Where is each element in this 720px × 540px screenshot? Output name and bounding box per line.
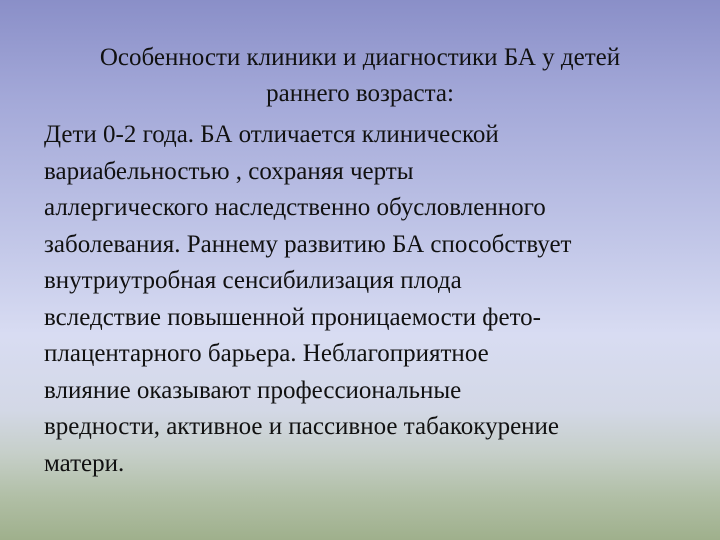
body-line: матери. [44,449,125,477]
body-line: вариабельностью , сохраняя черты [44,157,414,185]
slide-title-line: раннего возраста: [266,80,454,107]
body-line: вредности, активное и пассивное табакокурение [44,413,560,440]
body-line: внутриутробная сенсибилизация плода [44,267,462,294]
body-line: влияние оказывают профессиональные [44,376,462,404]
body-line: Дети 0-2 года. БА отличается клинической [44,121,499,148]
body-line: аллергического наследственно обусловленного [44,194,546,221]
body-line: плацентарного барьера. Неблагоприятное [44,340,489,367]
slide-title-line: Особенности клиники и диагностики БА у детей [99,44,621,71]
body-line: заболевания. Раннему развитию БА способствует [44,230,572,258]
slide-body-text [44,117,704,482]
body-line: вследствие повышенной проницаемости фето- [44,303,541,331]
slide-title [20,40,700,112]
